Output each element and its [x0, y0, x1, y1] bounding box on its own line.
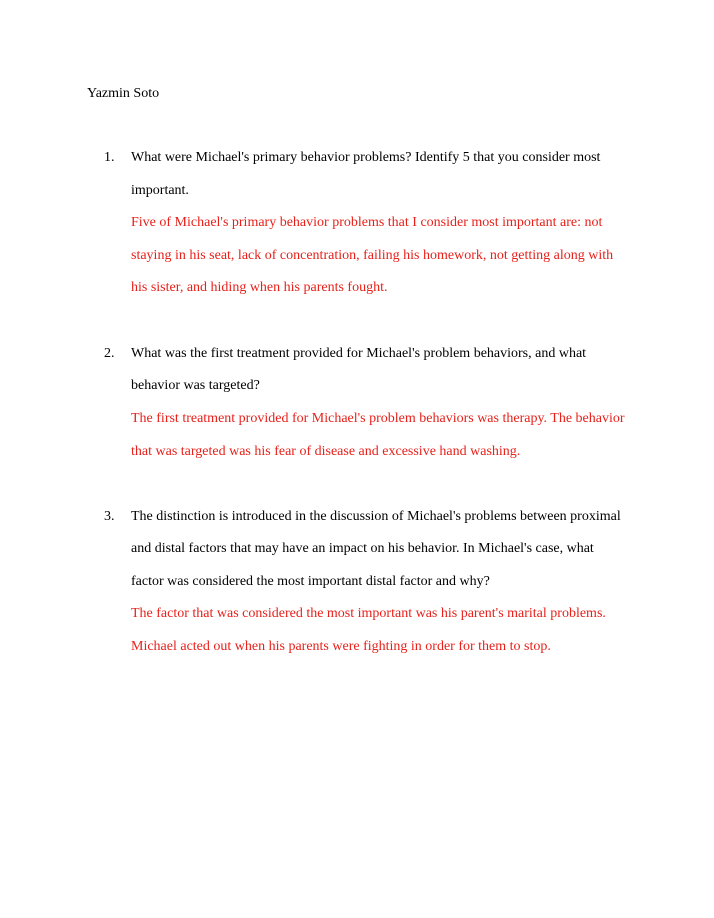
answer-text-line: Five of Michael's primary behavior problems that I consider most important are: not	[131, 215, 603, 230]
answer-text-line: The factor that was considered the most important was his parent's marital problems.	[131, 606, 606, 621]
answer-text-line: staying in his seat, lack of concentration, failing his homework, not getting along with	[131, 248, 614, 263]
answer-text-line: that was targeted was his fear of disease and excessive hand washing.	[131, 444, 521, 459]
question-number: 2.	[104, 346, 115, 361]
question-text-line: behavior was targeted?	[131, 378, 260, 393]
author-name: Yazmin Soto	[87, 86, 160, 101]
answer-text-line: Michael acted out when his parents were fighting in order for them to stop.	[131, 639, 551, 654]
question-number: 1.	[104, 150, 115, 165]
answer-text-line: The first treatment provided for Michael's problem behaviors was therapy. The behavior	[131, 411, 625, 426]
question-text-line: What were Michael's primary behavior problems? Identify 5 that you consider most	[131, 150, 601, 165]
question-text-line: The distinction is introduced in the discussion of Michael's problems between proximal	[131, 509, 621, 524]
question-number: 3.	[104, 509, 115, 524]
question-text-line: What was the first treatment provided for Michael's problem behaviors, and what	[131, 346, 587, 361]
question-text-line: and distal factors that may have an impact on his behavior. In Michael's case, what	[131, 541, 594, 556]
question-text-line: factor was considered the most important distal factor and why?	[131, 574, 490, 589]
question-text-line: important.	[131, 183, 189, 198]
answer-text-line: his sister, and hiding when his parents fought.	[131, 280, 388, 295]
